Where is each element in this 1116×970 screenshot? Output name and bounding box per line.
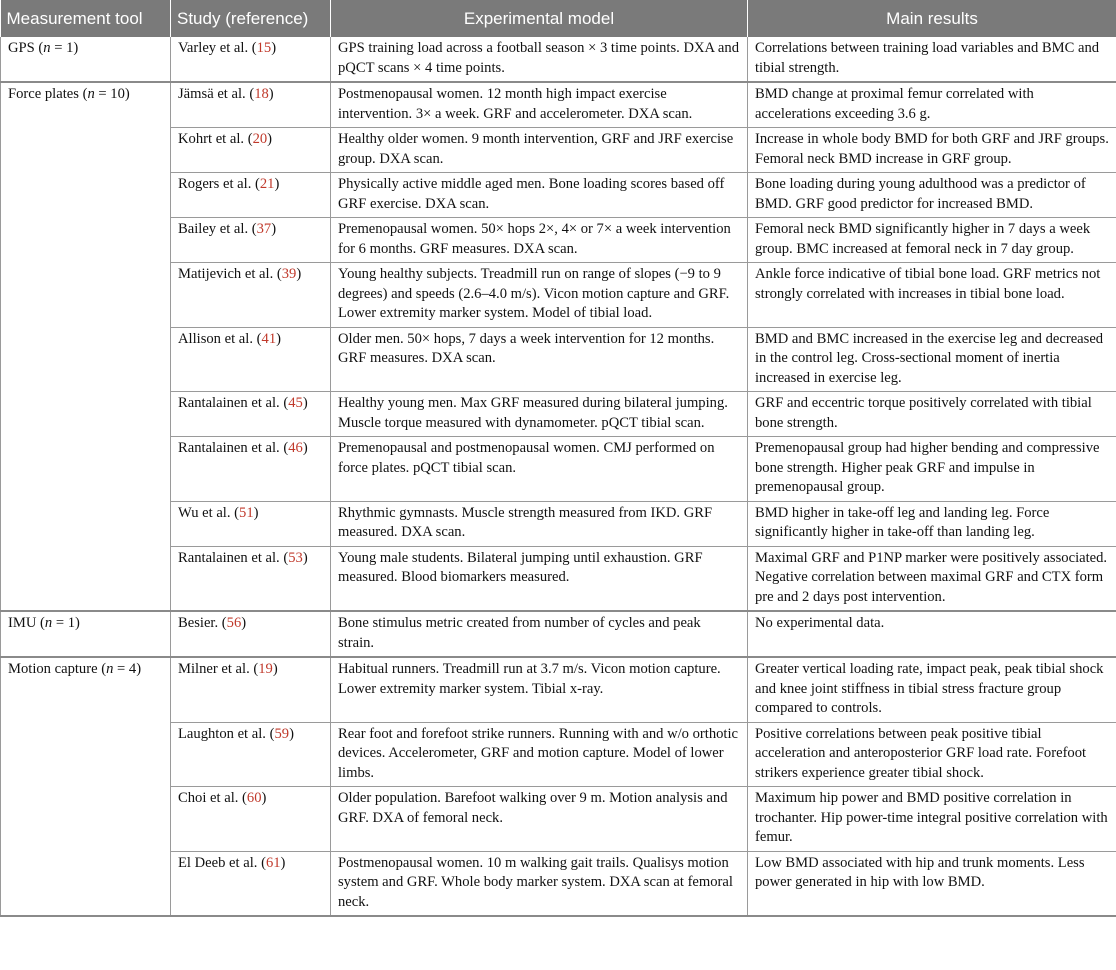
experimental-model-cell: Physically active middle aged men. Bone loading scores based off GRF exercise. DXA scan. xyxy=(331,173,748,218)
study-cell: Matijevich et al. (39) xyxy=(171,263,331,328)
study-cell: Jämsä et al. (18) xyxy=(171,82,331,128)
study-cell: Rogers et al. (21) xyxy=(171,173,331,218)
measurement-tool-cell: IMU (n = 1) xyxy=(1,611,171,657)
header-measurement-tool: Measurement tool xyxy=(1,0,171,37)
study-author: Wu et al. xyxy=(178,504,231,521)
study-ref-link: 59 xyxy=(274,725,290,742)
header-experimental-model: Experimental model xyxy=(331,0,748,37)
main-results-cell: GRF and eccentric torque positively correlated with tibial bone strength. xyxy=(748,392,1116,437)
table-row xyxy=(1,657,1116,722)
study-author: El Deeb et al. xyxy=(178,854,258,871)
experimental-model-cell: Older men. 50× hops, 7 days a week intervention for 12 months. GRF measures. DXA scan. xyxy=(331,327,748,392)
table-row xyxy=(1,611,1116,657)
experimental-model-cell: Healthy young men. Max GRF measured during bilateral jumping. Muscle torque measured with dynamometer. pQCT tibial scan. xyxy=(331,392,748,437)
n-label: n xyxy=(87,86,95,102)
experimental-model-cell: Habitual runners. Treadmill run at 3.7 m/s. Vicon motion capture. Lower extremity marker system. Tibial x-ray. xyxy=(331,657,748,722)
study-ref-link: 56 xyxy=(226,615,242,631)
main-results-cell: Femoral neck BMD significantly higher in 7 days a week group. BMC increased at femoral neck in 7 day group. xyxy=(748,218,1116,263)
study-ref-link: 53 xyxy=(288,549,303,566)
study-author: Varley et al. xyxy=(178,40,249,56)
main-results-cell: No experimental data. xyxy=(748,611,1116,657)
table-row xyxy=(1,37,1116,82)
study-cell: Besier. (56) xyxy=(171,611,331,657)
main-results-cell: BMD higher in take-off leg and landing leg. Force significantly higher in take-off than landing leg. xyxy=(748,501,1116,546)
tool-count: 4 xyxy=(128,661,137,677)
study-ref-link: 18 xyxy=(254,86,269,102)
study-ref-link: 41 xyxy=(261,330,277,347)
study-author: Rantalainen et al. xyxy=(178,440,280,456)
tool-name: Force plates xyxy=(8,86,79,102)
study-author: Besier. xyxy=(178,615,219,631)
study-ref-link: 60 xyxy=(246,790,262,806)
study-cell: Rantalainen et al. (46) xyxy=(171,437,331,502)
header-row xyxy=(1,0,1116,37)
study-cell: Kohrt et al. (20) xyxy=(171,128,331,173)
main-results-cell: Maximal GRF and P1NP marker were positively associated. Negative correlation between maximal GRF and CTX form pre and 2 days post intervention. xyxy=(748,546,1116,611)
study-author: Bailey et al. xyxy=(178,221,249,237)
tool-count: 1 xyxy=(66,40,74,56)
study-cell: Wu et al. (51) xyxy=(171,501,331,546)
study-author: Rantalainen et al. xyxy=(178,549,280,566)
study-ref-link: 15 xyxy=(256,40,272,56)
study-author: Laughton et al. xyxy=(178,725,266,742)
header-study-reference: Study (reference) xyxy=(171,0,331,37)
experimental-model-cell: Rhythmic gymnasts. Muscle strength measured from IKD. GRF measured. DXA scan. xyxy=(331,501,748,546)
main-results-cell: Premenopausal group had higher bending and compressive bone strength. Higher peak GRF and impulse in premenopausal group. xyxy=(748,437,1116,502)
study-cell: Varley et al. (15) xyxy=(171,37,331,82)
experimental-model-cell: Premenopausal and postmenopausal women. CMJ performed on force plates. pQCT tibial scan. xyxy=(331,437,748,502)
study-ref-link: 19 xyxy=(258,661,273,677)
study-author: Rantalainen et al. xyxy=(178,395,280,411)
study-author: Jämsä et al. xyxy=(178,86,246,102)
study-ref-link: 46 xyxy=(288,440,303,456)
main-results-cell: Greater vertical loading rate, impact peak, peak tibial shock and knee joint stiffness in tibial stress fracture group compared to controls. xyxy=(748,657,1116,722)
table-row xyxy=(1,82,1116,128)
tool-name: IMU xyxy=(8,615,37,631)
experimental-model-cell: Young male students. Bilateral jumping until exhaustion. GRF measured. Blood biomarkers measured. xyxy=(331,546,748,611)
study-cell: Milner et al. (19) xyxy=(171,657,331,722)
tool-name: GPS xyxy=(8,40,35,56)
study-ref-link: 39 xyxy=(281,266,297,282)
study-cell: El Deeb et al. (61) xyxy=(171,851,331,916)
main-results-cell: Correlations between training load variables and BMC and tibial strength. xyxy=(748,37,1116,82)
measurement-tool-cell: Motion capture (n = 4) xyxy=(1,657,171,916)
main-results-cell: BMD and BMC increased in the exercise leg and decreased in the control leg. Cross-sectional moment of inertia increased in exercise leg. xyxy=(748,327,1116,392)
study-ref-link: 21 xyxy=(259,176,275,192)
tool-count: 1 xyxy=(67,615,76,631)
study-cell: Laughton et al. (59) xyxy=(171,722,331,787)
experimental-model-cell: Young healthy subjects. Treadmill run on range of slopes (−9 to 9 degrees) and speeds (2.6–4.0 m/s). Vicon motion capture and GRF. Lower extremity marker system. Model of tibial load. xyxy=(331,263,748,328)
measurement-tool-cell: GPS (n = 1) xyxy=(1,37,171,82)
study-author: Milner et al. xyxy=(178,661,250,677)
study-ref-link: 20 xyxy=(252,131,268,147)
study-author: Choi et al. xyxy=(178,790,239,806)
study-cell: Bailey et al. (37) xyxy=(171,218,331,263)
main-results-cell: Ankle force indicative of tibial bone load. GRF metrics not strongly correlated with increases in tibial bone load. xyxy=(748,263,1116,328)
study-ref-link: 37 xyxy=(256,221,272,237)
experimental-model-cell: Healthy older women. 9 month intervention, GRF and JRF exercise group. DXA scan. xyxy=(331,128,748,173)
study-author: Rogers et al. xyxy=(178,176,252,192)
main-results-cell: Maximum hip power and BMD positive correlation in trochanter. Hip power-time integral positive correlation with femur. xyxy=(748,787,1116,852)
main-results-cell: Bone loading during young adulthood was a predictor of BMD. GRF good predictor for increased BMD. xyxy=(748,173,1116,218)
n-label: n xyxy=(106,661,114,677)
study-cell: Allison et al. (41) xyxy=(171,327,331,392)
study-ref-link: 45 xyxy=(288,395,303,411)
experimental-model-cell: Bone stimulus metric created from number of cycles and peak strain. xyxy=(331,611,748,657)
main-results-cell: Low BMD associated with hip and trunk moments. Less power generated in hip with low BMD. xyxy=(748,851,1116,916)
tool-name: Motion capture xyxy=(8,661,98,677)
n-label: n xyxy=(44,615,53,631)
experimental-model-cell: Postmenopausal women. 10 m walking gait trails. Qualisys motion system and GRF. Whole body marker system. DXA scan at femoral neck. xyxy=(331,851,748,916)
study-author: Allison et al. xyxy=(178,330,253,347)
experimental-model-cell: GPS training load across a football season × 3 time points. DXA and pQCT scans × 4 time points. xyxy=(331,37,748,82)
experimental-model-cell: Rear foot and forefoot strike runners. Running with and w/o orthotic devices. Accelerometer, GRF and motion capture. Model of lower limbs. xyxy=(331,722,748,787)
study-cell: Rantalainen et al. (53) xyxy=(171,546,331,611)
study-cell: Rantalainen et al. (45) xyxy=(171,392,331,437)
tool-count: 10 xyxy=(110,86,125,102)
experimental-model-cell: Postmenopausal women. 12 month high impact exercise intervention. 3× a week. GRF and accelerometer. DXA scan. xyxy=(331,82,748,128)
experimental-model-cell: Premenopausal women. 50× hops 2×, 4× or 7× a week intervention for 6 months. GRF measures. DXA scan. xyxy=(331,218,748,263)
header-main-results: Main results xyxy=(748,0,1116,37)
measurement-tool-cell: Force plates (n = 10) xyxy=(1,82,171,611)
table-body xyxy=(1,37,1116,916)
study-ref-link: 51 xyxy=(239,504,254,521)
study-ref-link: 61 xyxy=(265,854,281,871)
main-results-cell: Increase in whole body BMD for both GRF and JRF groups. Femoral neck BMD increase in GRF group. xyxy=(748,128,1116,173)
table-header xyxy=(1,0,1116,37)
main-results-cell: BMD change at proximal femur correlated with accelerations exceeding 3.6 g. xyxy=(748,82,1116,128)
study-author: Kohrt et al. xyxy=(178,131,245,147)
n-label: n xyxy=(43,40,51,56)
main-results-cell: Positive correlations between peak positive tibial acceleration and anteroposterior GRF load rate. Forefoot strikers experience greater tibial shock. xyxy=(748,722,1116,787)
study-author: Matijevich et al. xyxy=(178,266,274,282)
study-cell: Choi et al. (60) xyxy=(171,787,331,852)
experimental-model-cell: Older population. Barefoot walking over 9 m. Motion analysis and GRF. DXA of femoral neck. xyxy=(331,787,748,852)
